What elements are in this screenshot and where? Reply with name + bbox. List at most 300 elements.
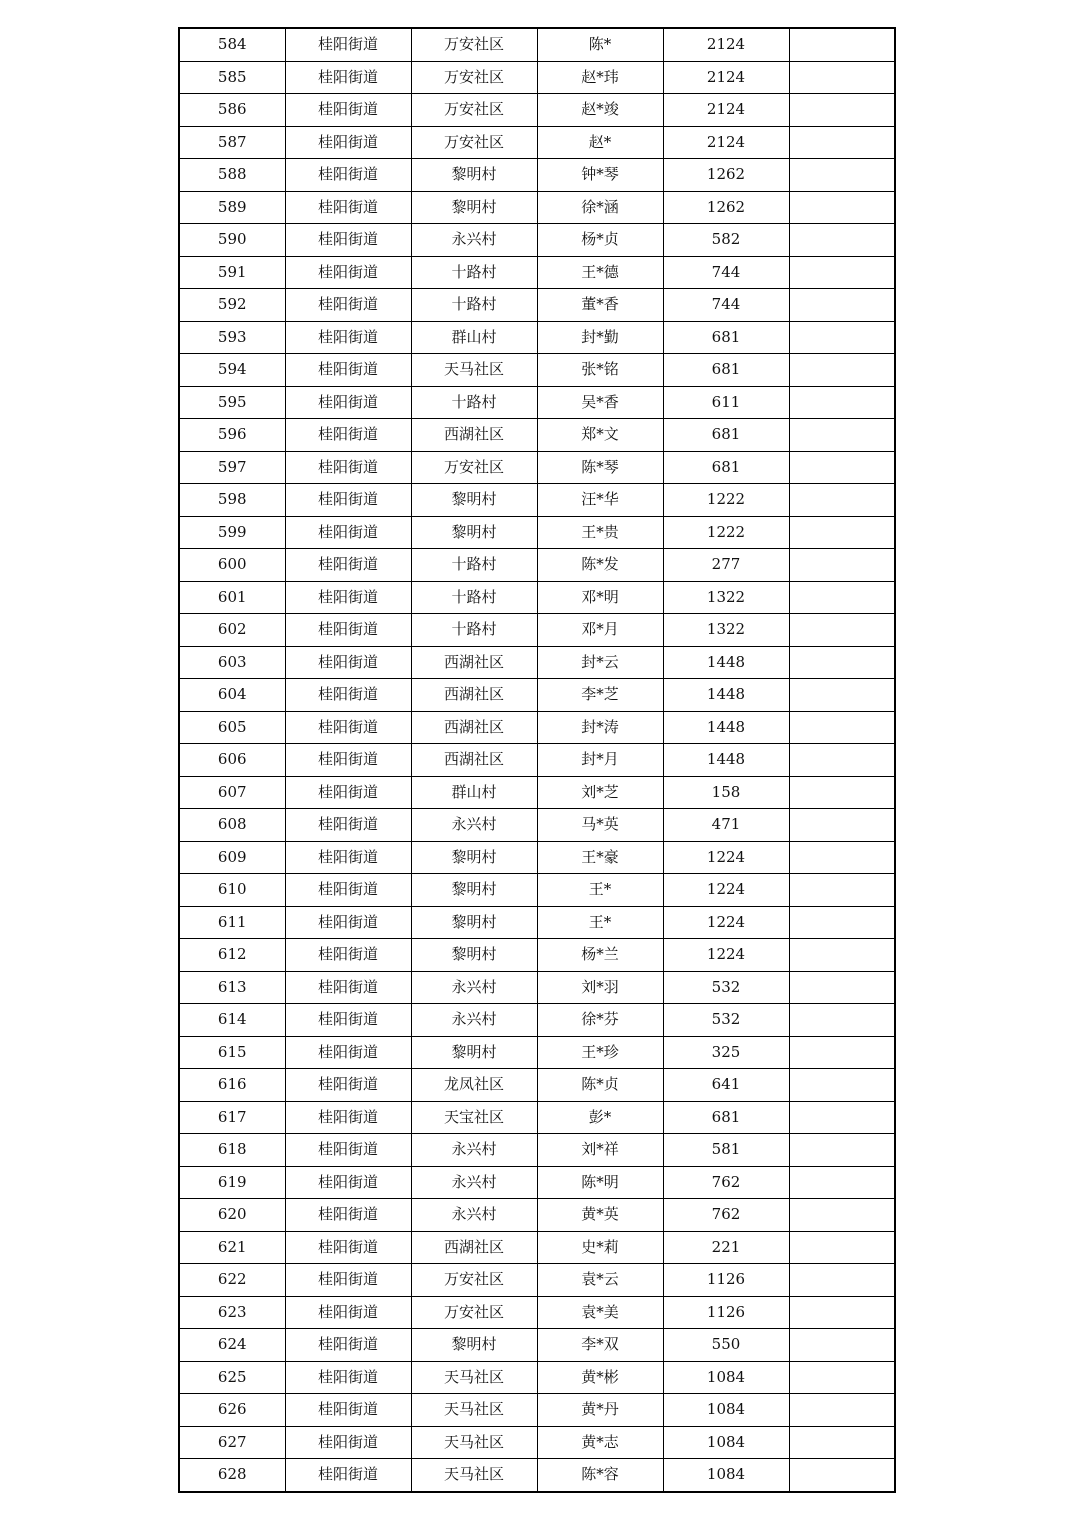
amount-cell: 1126 [663,1296,789,1329]
community-cell: 黎明村 [411,159,537,192]
street-cell: 桂阳街道 [285,971,411,1004]
street-cell: 桂阳街道 [285,939,411,972]
community-cell: 天马社区 [411,1394,537,1427]
name-cell: 杨*兰 [537,939,663,972]
community-cell: 龙凤社区 [411,1069,537,1102]
street-cell: 桂阳街道 [285,1296,411,1329]
community-cell: 黎明村 [411,1036,537,1069]
amount-cell: 744 [663,289,789,322]
table-row [179,94,895,127]
amount-cell: 277 [663,549,789,582]
table-row [179,809,895,842]
table-row [179,419,895,452]
community-cell: 永兴村 [411,1199,537,1232]
row-number-cell: 601 [179,581,285,614]
name-cell: 董*香 [537,289,663,322]
note-cell [789,386,895,419]
street-cell: 桂阳街道 [285,289,411,322]
community-cell: 天马社区 [411,1361,537,1394]
street-cell: 桂阳街道 [285,906,411,939]
table-row [179,939,895,972]
row-number-cell: 624 [179,1329,285,1362]
table-row [179,646,895,679]
amount-cell: 325 [663,1036,789,1069]
community-cell: 西湖社区 [411,744,537,777]
amount-cell: 221 [663,1231,789,1264]
note-cell [789,939,895,972]
table-row [179,516,895,549]
table-row [179,484,895,517]
street-cell: 桂阳街道 [285,28,411,61]
table-row [179,224,895,257]
amount-cell: 1448 [663,711,789,744]
row-number-cell: 615 [179,1036,285,1069]
note-cell [789,354,895,387]
name-cell: 吴*香 [537,386,663,419]
table-row [179,711,895,744]
note-cell [789,744,895,777]
table-row [179,841,895,874]
table-row [179,1264,895,1297]
table-row [179,1199,895,1232]
row-number-cell: 584 [179,28,285,61]
name-cell: 李*芝 [537,679,663,712]
street-cell: 桂阳街道 [285,224,411,257]
amount-cell: 1322 [663,614,789,647]
row-number-cell: 625 [179,1361,285,1394]
table-row [179,354,895,387]
row-number-cell: 616 [179,1069,285,1102]
row-number-cell: 591 [179,256,285,289]
community-cell: 黎明村 [411,906,537,939]
amount-cell: 532 [663,1004,789,1037]
note-cell [789,321,895,354]
street-cell: 桂阳街道 [285,711,411,744]
table-row [179,1426,895,1459]
community-cell: 万安社区 [411,28,537,61]
row-number-cell: 608 [179,809,285,842]
community-cell: 西湖社区 [411,646,537,679]
note-cell [789,256,895,289]
street-cell: 桂阳街道 [285,841,411,874]
name-cell: 陈*贞 [537,1069,663,1102]
note-cell [789,1394,895,1427]
row-number-cell: 610 [179,874,285,907]
community-cell: 永兴村 [411,971,537,1004]
community-cell: 十路村 [411,581,537,614]
row-number-cell: 621 [179,1231,285,1264]
table-row [179,126,895,159]
row-number-cell: 619 [179,1166,285,1199]
row-number-cell: 614 [179,1004,285,1037]
table-row [179,1004,895,1037]
amount-cell: 611 [663,386,789,419]
name-cell: 邓*明 [537,581,663,614]
table-row [179,451,895,484]
row-number-cell: 618 [179,1134,285,1167]
name-cell: 王* [537,906,663,939]
community-cell: 十路村 [411,549,537,582]
amount-cell: 2124 [663,28,789,61]
name-cell: 陈*发 [537,549,663,582]
community-cell: 黎明村 [411,939,537,972]
street-cell: 桂阳街道 [285,516,411,549]
street-cell: 桂阳街道 [285,549,411,582]
amount-cell: 1448 [663,646,789,679]
table-row [179,906,895,939]
note-cell [789,126,895,159]
amount-cell: 581 [663,1134,789,1167]
amount-cell: 2124 [663,61,789,94]
community-cell: 群山村 [411,321,537,354]
amount-cell: 1084 [663,1361,789,1394]
table-row [179,776,895,809]
row-number-cell: 600 [179,549,285,582]
note-cell [789,874,895,907]
community-cell: 万安社区 [411,126,537,159]
row-number-cell: 603 [179,646,285,679]
street-cell: 桂阳街道 [285,1426,411,1459]
name-cell: 赵*玮 [537,61,663,94]
name-cell: 黄*丹 [537,1394,663,1427]
row-number-cell: 585 [179,61,285,94]
table-row [179,874,895,907]
community-cell: 黎明村 [411,516,537,549]
community-cell: 黎明村 [411,841,537,874]
street-cell: 桂阳街道 [285,256,411,289]
street-cell: 桂阳街道 [285,1361,411,1394]
table-row [179,1361,895,1394]
row-number-cell: 605 [179,711,285,744]
table-row [179,1231,895,1264]
street-cell: 桂阳街道 [285,1394,411,1427]
amount-cell: 1222 [663,516,789,549]
table-row [179,971,895,1004]
amount-cell: 1224 [663,906,789,939]
data-table [178,27,896,1493]
amount-cell: 1448 [663,679,789,712]
table-row [179,1459,895,1492]
amount-cell: 1224 [663,939,789,972]
name-cell: 黄*志 [537,1426,663,1459]
name-cell: 封*云 [537,646,663,679]
street-cell: 桂阳街道 [285,159,411,192]
amount-cell: 1224 [663,874,789,907]
row-number-cell: 598 [179,484,285,517]
community-cell: 黎明村 [411,484,537,517]
name-cell: 史*莉 [537,1231,663,1264]
street-cell: 桂阳街道 [285,484,411,517]
amount-cell: 1084 [663,1459,789,1492]
note-cell [789,581,895,614]
name-cell: 徐*芬 [537,1004,663,1037]
note-cell [789,451,895,484]
table-row [179,1329,895,1362]
table-row [179,1036,895,1069]
table-row [179,289,895,322]
row-number-cell: 622 [179,1264,285,1297]
community-cell: 永兴村 [411,1004,537,1037]
table-row [179,1166,895,1199]
name-cell: 赵*竣 [537,94,663,127]
name-cell: 陈*明 [537,1166,663,1199]
note-cell [789,28,895,61]
name-cell: 封*月 [537,744,663,777]
amount-cell: 1322 [663,581,789,614]
row-number-cell: 594 [179,354,285,387]
amount-cell: 158 [663,776,789,809]
note-cell [789,1004,895,1037]
row-number-cell: 602 [179,614,285,647]
street-cell: 桂阳街道 [285,1231,411,1264]
community-cell: 天宝社区 [411,1101,537,1134]
community-cell: 永兴村 [411,1134,537,1167]
community-cell: 天马社区 [411,354,537,387]
street-cell: 桂阳街道 [285,614,411,647]
name-cell: 杨*贞 [537,224,663,257]
note-cell [789,484,895,517]
name-cell: 张*铭 [537,354,663,387]
community-cell: 黎明村 [411,191,537,224]
table-row [179,321,895,354]
name-cell: 封*涛 [537,711,663,744]
street-cell: 桂阳街道 [285,1036,411,1069]
street-cell: 桂阳街道 [285,874,411,907]
community-cell: 黎明村 [411,874,537,907]
community-cell: 永兴村 [411,224,537,257]
note-cell [789,679,895,712]
note-cell [789,1069,895,1102]
community-cell: 永兴村 [411,1166,537,1199]
table-row [179,744,895,777]
note-cell [789,1459,895,1492]
note-cell [789,1166,895,1199]
name-cell: 赵* [537,126,663,159]
row-number-cell: 595 [179,386,285,419]
name-cell: 马*英 [537,809,663,842]
street-cell: 桂阳街道 [285,1264,411,1297]
note-cell [789,289,895,322]
table-row [179,61,895,94]
row-number-cell: 597 [179,451,285,484]
amount-cell: 550 [663,1329,789,1362]
amount-cell: 1084 [663,1426,789,1459]
amount-cell: 681 [663,354,789,387]
table-row [179,256,895,289]
note-cell [789,1264,895,1297]
row-number-cell: 606 [179,744,285,777]
row-number-cell: 592 [179,289,285,322]
note-cell [789,841,895,874]
amount-cell: 762 [663,1166,789,1199]
name-cell: 邓*月 [537,614,663,647]
name-cell: 封*勤 [537,321,663,354]
row-number-cell: 620 [179,1199,285,1232]
row-number-cell: 586 [179,94,285,127]
amount-cell: 2124 [663,94,789,127]
street-cell: 桂阳街道 [285,1101,411,1134]
name-cell: 黄*彬 [537,1361,663,1394]
name-cell: 王*豪 [537,841,663,874]
amount-cell: 471 [663,809,789,842]
row-number-cell: 611 [179,906,285,939]
table-row [179,1394,895,1427]
street-cell: 桂阳街道 [285,581,411,614]
community-cell: 西湖社区 [411,1231,537,1264]
community-cell: 群山村 [411,776,537,809]
community-cell: 万安社区 [411,1264,537,1297]
row-number-cell: 599 [179,516,285,549]
table-row [179,159,895,192]
name-cell: 刘*祥 [537,1134,663,1167]
name-cell: 汪*华 [537,484,663,517]
community-cell: 万安社区 [411,1296,537,1329]
note-cell [789,711,895,744]
community-cell: 西湖社区 [411,679,537,712]
note-cell [789,646,895,679]
amount-cell: 1262 [663,191,789,224]
table-row [179,679,895,712]
amount-cell: 1126 [663,1264,789,1297]
street-cell: 桂阳街道 [285,1329,411,1362]
amount-cell: 681 [663,419,789,452]
community-cell: 西湖社区 [411,419,537,452]
row-number-cell: 596 [179,419,285,452]
amount-cell: 1448 [663,744,789,777]
street-cell: 桂阳街道 [285,776,411,809]
community-cell: 天马社区 [411,1459,537,1492]
amount-cell: 1222 [663,484,789,517]
name-cell: 刘*羽 [537,971,663,1004]
community-cell: 万安社区 [411,61,537,94]
name-cell: 陈*容 [537,1459,663,1492]
amount-cell: 762 [663,1199,789,1232]
row-number-cell: 612 [179,939,285,972]
table-row [179,549,895,582]
table-row [179,614,895,647]
note-cell [789,224,895,257]
amount-cell: 1084 [663,1394,789,1427]
row-number-cell: 593 [179,321,285,354]
row-number-cell: 627 [179,1426,285,1459]
name-cell: 王* [537,874,663,907]
community-cell: 十路村 [411,614,537,647]
note-cell [789,1296,895,1329]
row-number-cell: 626 [179,1394,285,1427]
row-number-cell: 607 [179,776,285,809]
table-row [179,1101,895,1134]
table-row [179,581,895,614]
table-row [179,28,895,61]
street-cell: 桂阳街道 [285,1166,411,1199]
amount-cell: 681 [663,1101,789,1134]
table-row [179,1296,895,1329]
row-number-cell: 609 [179,841,285,874]
note-cell [789,191,895,224]
name-cell: 彭* [537,1101,663,1134]
row-number-cell: 588 [179,159,285,192]
community-cell: 十路村 [411,386,537,419]
name-cell: 钟*琴 [537,159,663,192]
street-cell: 桂阳街道 [285,1199,411,1232]
name-cell: 郑*文 [537,419,663,452]
amount-cell: 2124 [663,126,789,159]
street-cell: 桂阳街道 [285,744,411,777]
note-cell [789,906,895,939]
note-cell [789,1199,895,1232]
table-body [179,28,895,1492]
row-number-cell: 589 [179,191,285,224]
community-cell: 十路村 [411,289,537,322]
amount-cell: 582 [663,224,789,257]
amount-cell: 1262 [663,159,789,192]
note-cell [789,516,895,549]
note-cell [789,1101,895,1134]
street-cell: 桂阳街道 [285,646,411,679]
note-cell [789,809,895,842]
community-cell: 天马社区 [411,1426,537,1459]
name-cell: 王*德 [537,256,663,289]
street-cell: 桂阳街道 [285,386,411,419]
community-cell: 万安社区 [411,451,537,484]
note-cell [789,94,895,127]
community-cell: 十路村 [411,256,537,289]
name-cell: 李*双 [537,1329,663,1362]
community-cell: 永兴村 [411,809,537,842]
note-cell [789,1231,895,1264]
name-cell: 黄*英 [537,1199,663,1232]
community-cell: 西湖社区 [411,711,537,744]
table-row [179,191,895,224]
table-row [179,1134,895,1167]
note-cell [789,1329,895,1362]
row-number-cell: 604 [179,679,285,712]
note-cell [789,1134,895,1167]
note-cell [789,614,895,647]
amount-cell: 681 [663,451,789,484]
note-cell [789,776,895,809]
street-cell: 桂阳街道 [285,419,411,452]
row-number-cell: 590 [179,224,285,257]
note-cell [789,1361,895,1394]
community-cell: 万安社区 [411,94,537,127]
street-cell: 桂阳街道 [285,809,411,842]
amount-cell: 681 [663,321,789,354]
name-cell: 王*珍 [537,1036,663,1069]
row-number-cell: 623 [179,1296,285,1329]
amount-cell: 1224 [663,841,789,874]
note-cell [789,159,895,192]
street-cell: 桂阳街道 [285,679,411,712]
name-cell: 刘*芝 [537,776,663,809]
name-cell: 袁*云 [537,1264,663,1297]
row-number-cell: 628 [179,1459,285,1492]
name-cell: 陈* [537,28,663,61]
name-cell: 陈*琴 [537,451,663,484]
note-cell [789,549,895,582]
street-cell: 桂阳街道 [285,451,411,484]
note-cell [789,419,895,452]
name-cell: 王*贵 [537,516,663,549]
name-cell: 徐*涵 [537,191,663,224]
street-cell: 桂阳街道 [285,354,411,387]
amount-cell: 744 [663,256,789,289]
table-row [179,386,895,419]
row-number-cell: 617 [179,1101,285,1134]
street-cell: 桂阳街道 [285,126,411,159]
street-cell: 桂阳街道 [285,1069,411,1102]
row-number-cell: 587 [179,126,285,159]
